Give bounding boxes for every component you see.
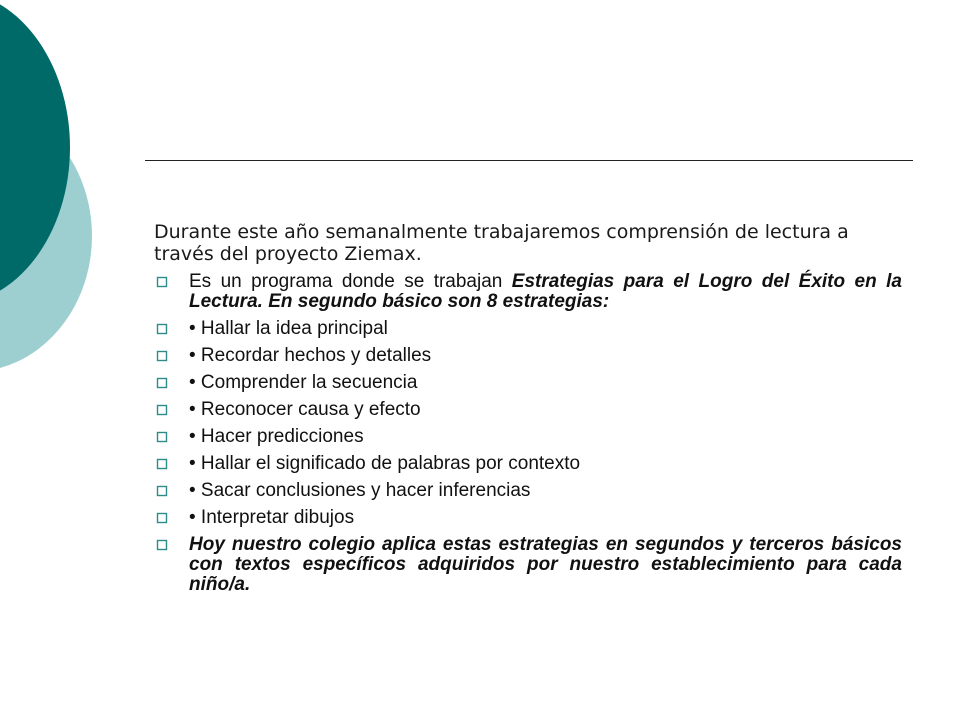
closing-text: Hoy nuestro colegio aplica estas estrategias en segundos y terceros básicos con textos específicos adquiridos por nuestro establecimiento para cada niño/a. — [189, 534, 902, 595]
bullet-strategy — [156, 508, 902, 528]
bullet-strategy — [156, 346, 902, 366]
hollow-square-bullet-icon — [156, 539, 168, 551]
program-text-emphasis: Estrategias para el Logro del Éxito en la Lectura. En segundo básico son 8 estrategias: — [189, 271, 902, 312]
bullet-strategy — [156, 373, 902, 393]
bullet-strategy — [156, 400, 902, 420]
bullet-strategy — [156, 481, 902, 501]
title-divider — [145, 160, 913, 161]
hollow-square-bullet-icon — [156, 431, 168, 443]
program-text-plain: Es un programa donde se trabajan — [189, 271, 512, 292]
bullet-strategy — [156, 454, 902, 474]
hollow-square-bullet-icon — [156, 458, 168, 470]
strategy-text: • Reconocer causa y efecto — [189, 399, 421, 420]
strategy-text: • Interpretar dibujos — [189, 507, 355, 528]
hollow-square-bullet-icon — [156, 485, 168, 497]
bullet-list — [156, 272, 902, 602]
hollow-square-bullet-icon — [156, 377, 168, 389]
hollow-square-bullet-icon — [156, 404, 168, 416]
hollow-square-bullet-icon — [156, 276, 168, 288]
strategy-text: • Comprender la secuencia — [189, 372, 418, 393]
bullet-closing-statement — [156, 535, 902, 595]
hollow-square-bullet-icon — [156, 512, 168, 524]
hollow-square-bullet-icon — [156, 323, 168, 335]
hollow-square-bullet-icon — [156, 350, 168, 362]
bullet-program-description — [156, 272, 902, 312]
strategy-text: • Hacer predicciones — [189, 426, 364, 447]
intro-paragraph: Durante este año semanalmente trabajaremos comprensión de lectura a través del proyecto Ziemax. — [154, 221, 849, 265]
strategy-text: • Sacar conclusiones y hacer inferencias — [189, 480, 531, 501]
bullet-strategy — [156, 319, 902, 339]
strategy-text: • Recordar hechos y detalles — [189, 345, 432, 366]
strategy-text: • Hallar el significado de palabras por contexto — [189, 453, 581, 474]
bullet-strategy — [156, 427, 902, 447]
strategy-text: • Hallar la idea principal — [189, 318, 388, 339]
